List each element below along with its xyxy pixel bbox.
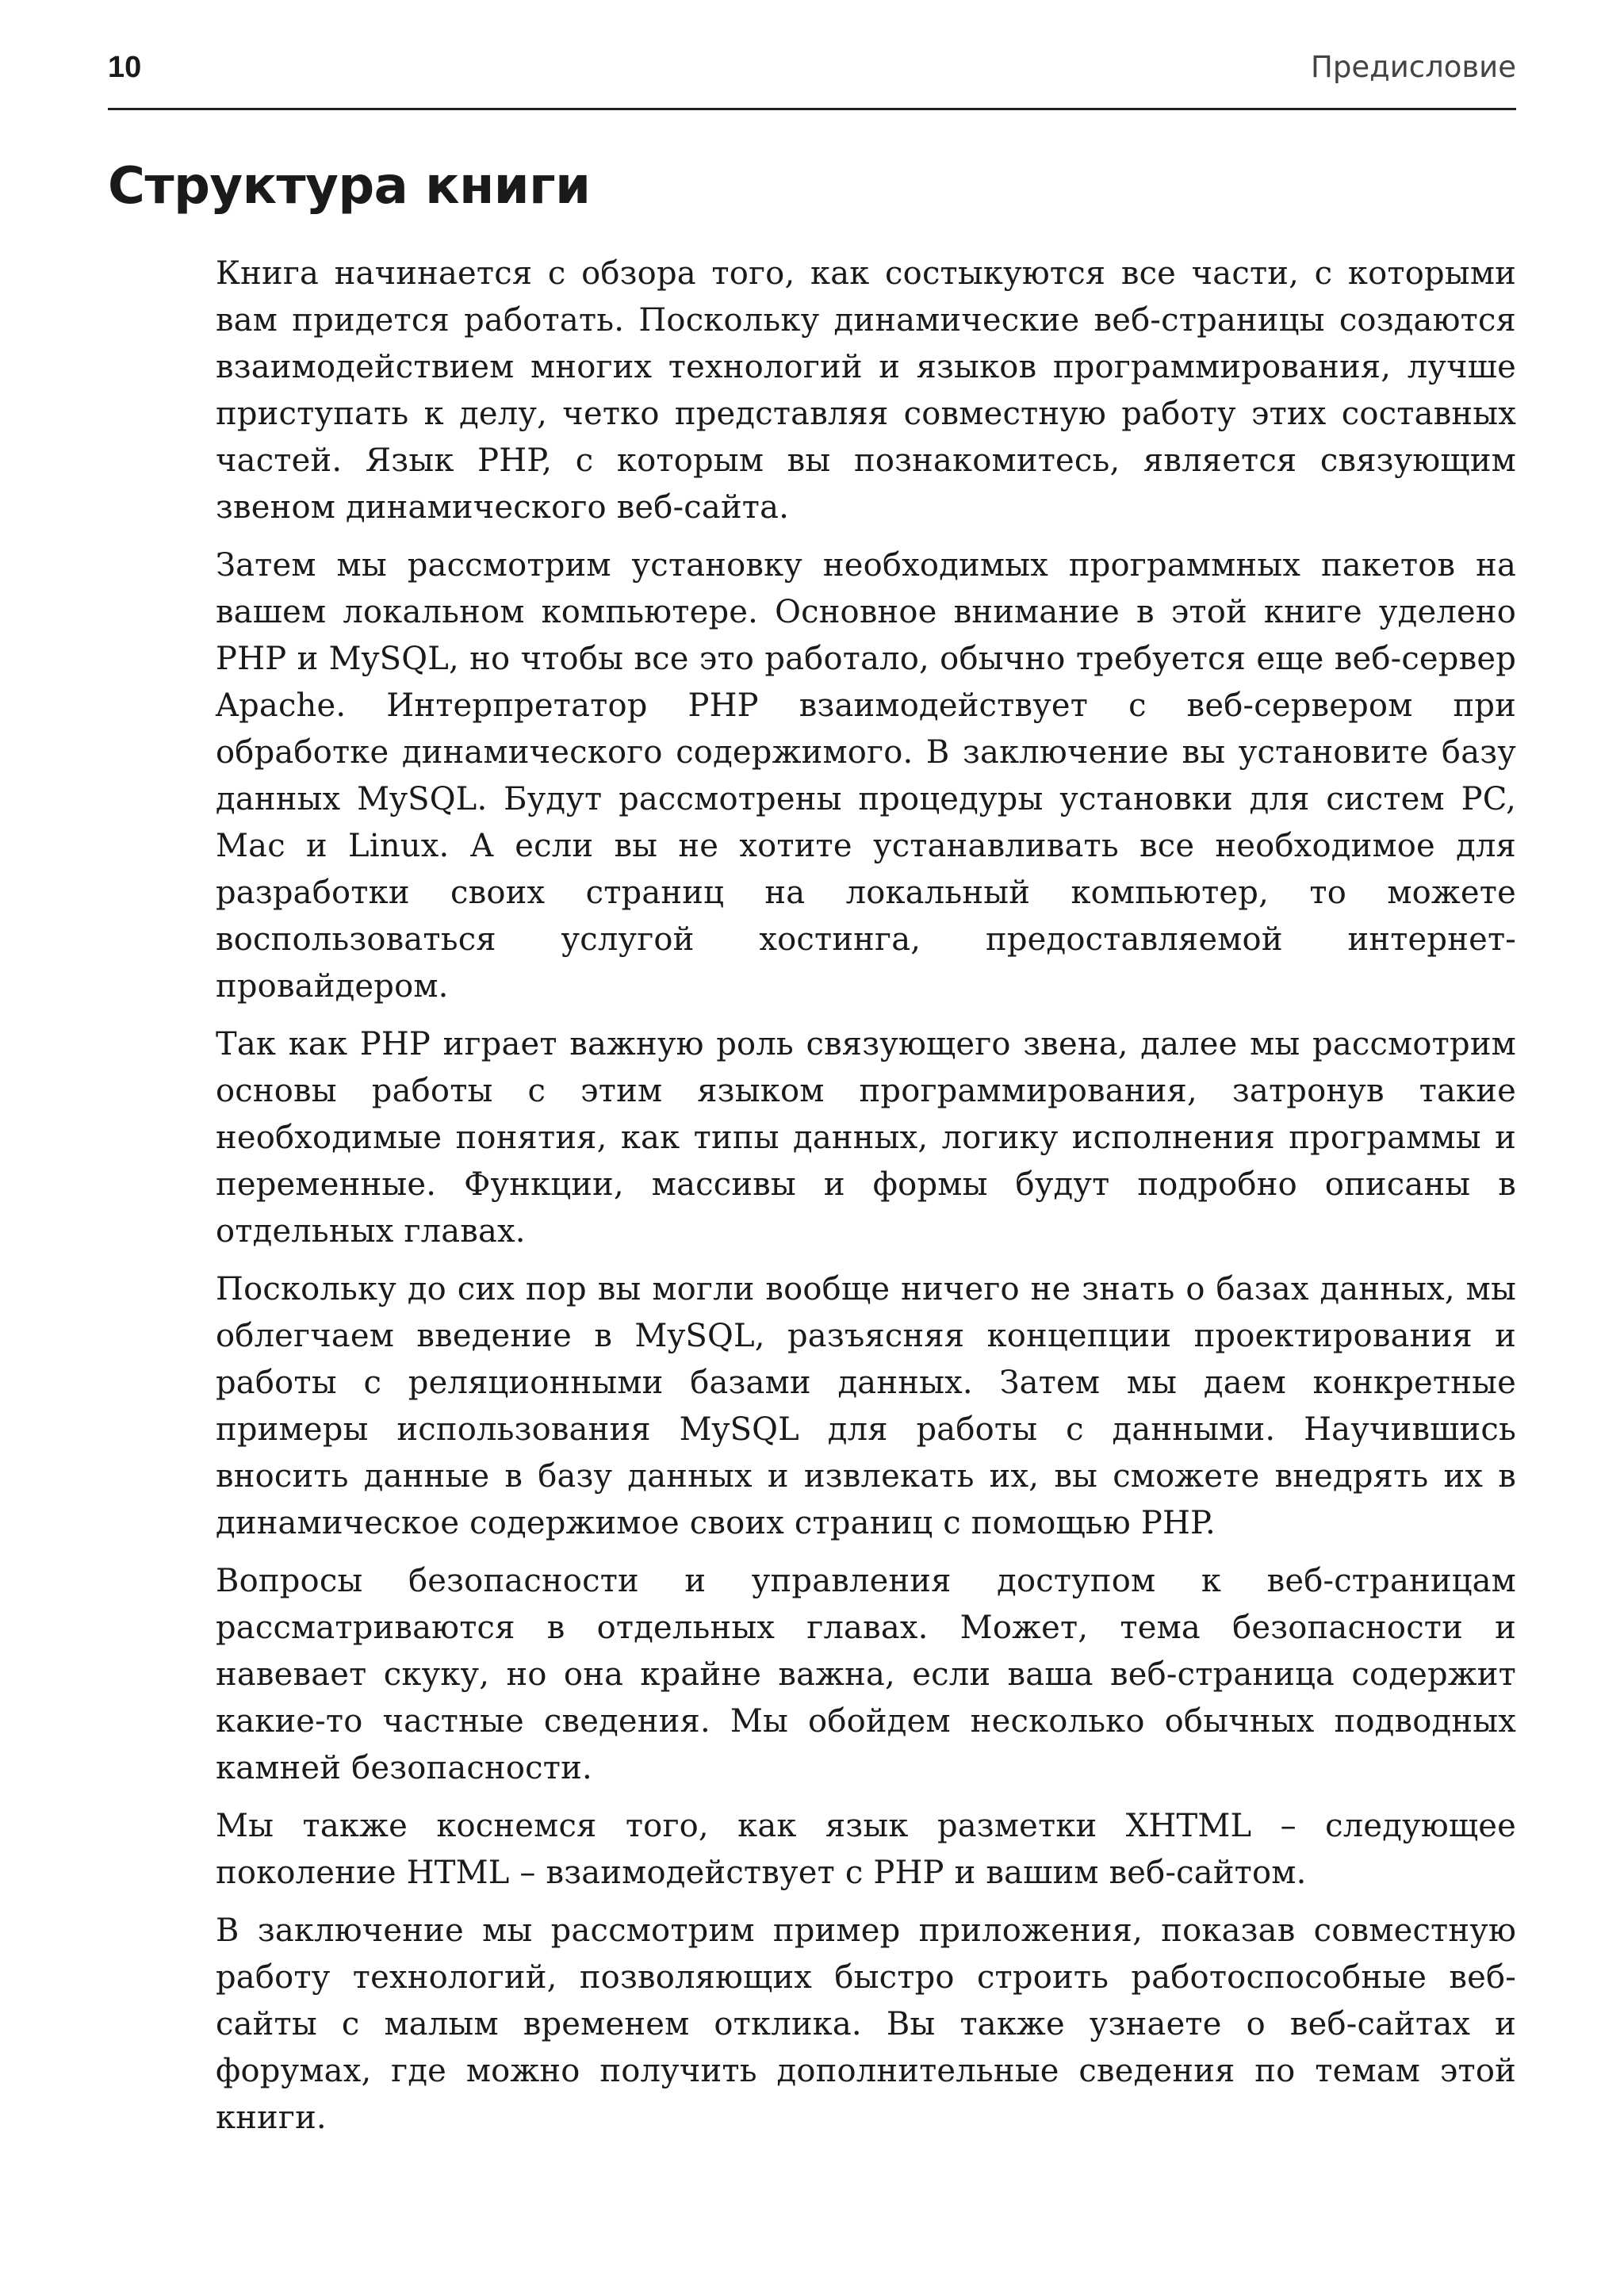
running-head: Предисловие [1311, 50, 1516, 84]
paragraph: Поскольку до сих пор вы могли вообще ничего не знать о базах данных, мы облегчаем введение в MySQL, разъясняя концепции проектирования и работы с реляционными базами данных. Затем мы даем конкретные примеры использования MySQL для работы с данными. Научившись вносить данные в базу данных и извлекать их, вы сможете внедрять их в динамическое содержимое своих страниц с помощью PHP. [216, 1271, 1516, 1541]
paragraph: Затем мы рассмотрим установку необходимых программных пакетов на вашем локальном компьютере. Основное внимание в этой книге уделено PHP и MySQL, но чтобы все это работало, обычно требуется еще веб-сервер Apache. Интерпретатор PHP взаимодействует с веб-сервером при обработке динамического содержимого. В заключение вы установите базу данных MySQL. Будут рассмотрены процедуры установки для систем PC, Mac и Linux. А если вы не хотите устанавливать все необходимое для разработки своих страниц на локальный компьютер, то можете воспользоваться услугой хостинга, предоставляемой интернет-провайдером. [216, 547, 1516, 1005]
paragraph: В заключение мы рассмотрим пример приложения, показав совместную работу технологий, позволяющих быстро строить работоспособные веб-сайты с малым временем отклика. Вы также узнаете о веб-сайтах и форумах, где можно получить дополнительные сведения по темам этой книги. [216, 1912, 1516, 2136]
paragraph: Мы также коснемся того, как язык разметки XHTML – следующее поколение HTML – взаимодействует с PHP и вашим веб-сайтом. [216, 1808, 1516, 1891]
paragraph: Так как PHP играет важную роль связующего звена, далее мы рассмотрим основы работы с этим языком программирования, затронув такие необходимые понятия, как типы данных, логику исполнения программы и переменные. Функции, массивы и формы будут подробно описаны в отдельных главах. [216, 1026, 1516, 1250]
page-header [108, 44, 1516, 110]
paragraph: Книга начинается с обзора того, как состыкуются все части, с которыми вам придется работать. Поскольку динамические веб-страницы создаются взаимодействием многих технологий и языков программирования, лучше приступать к делу, четко представляя совместную работу этих составных частей. Язык PHP, с которым вы познакомитесь, является связующим звеном динамического веб-сайта. [216, 255, 1516, 526]
paragraph: Вопросы безопасности и управления доступом к веб-страницам рассматриваются в отдельных главах. Может, тема безопасности и навевает скуку, но она крайне важна, если ваша веб-страница содержит какие-то частные сведения. Мы обойдем несколько обычных подводных камней безопасности. [216, 1563, 1516, 1786]
page-number: 10 [108, 51, 142, 84]
body-text [216, 251, 1516, 2153]
section-title: Структура книги [108, 157, 591, 216]
